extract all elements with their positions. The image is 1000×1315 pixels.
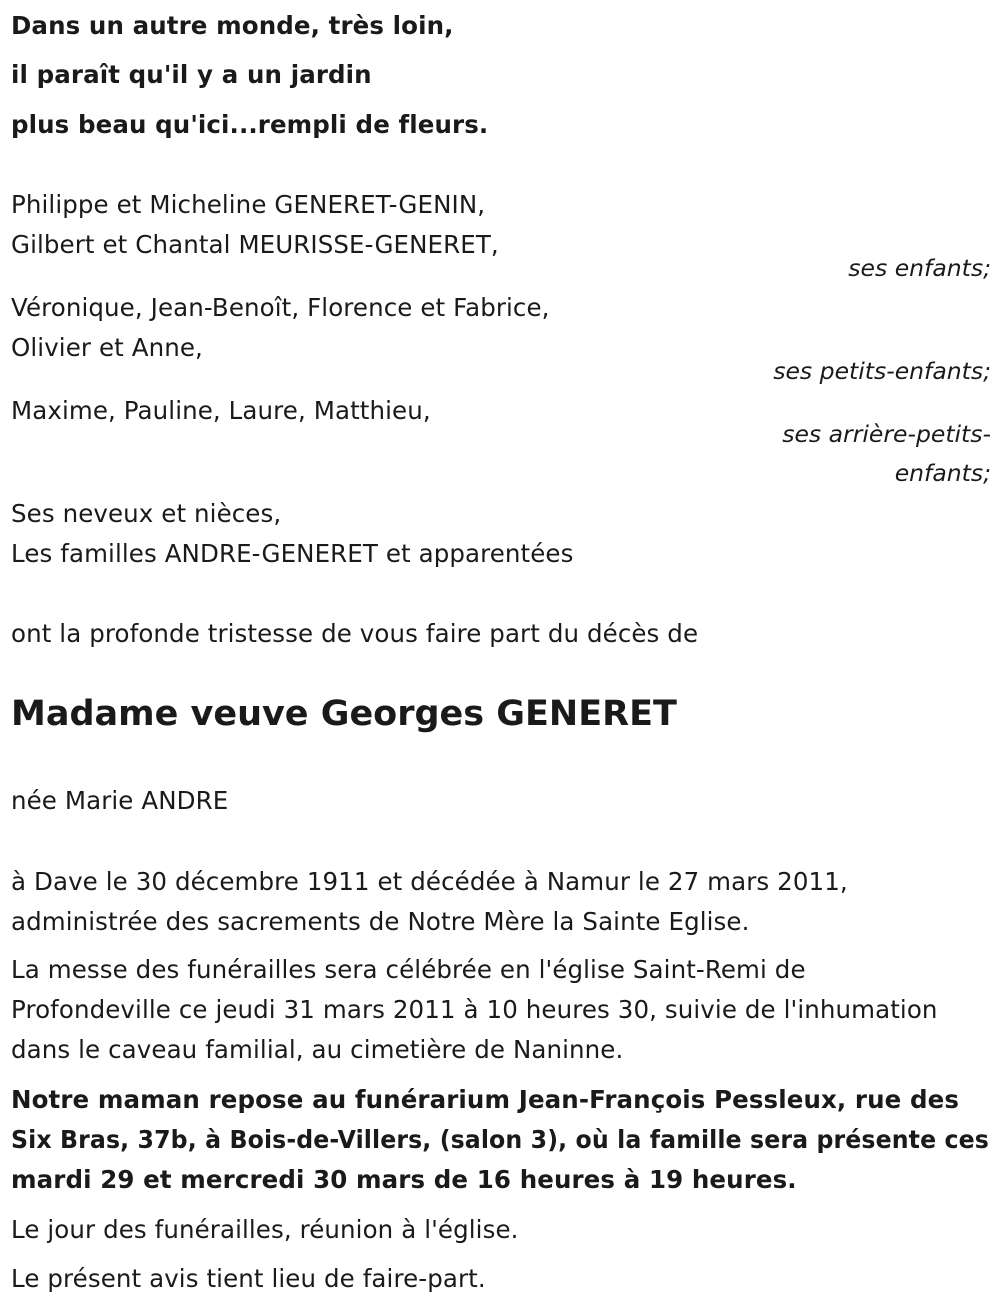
poem-line-3: plus beau qu'ici...rempli de fleurs. — [11, 110, 489, 139]
grandchildren-role: ses petits-enfants; — [773, 357, 991, 385]
grandchildren-line-1: Véronique, Jean-Benoît, Florence et Fabrice, — [11, 293, 550, 322]
poem-line-2: il paraît qu'il y a un jardin — [11, 60, 372, 89]
obituary-notice — [11, 0, 991, 1315]
family-line-1: Ses neveux et nièces, — [11, 499, 282, 528]
children-role: ses enfants; — [848, 254, 991, 282]
children-line-1: Philippe et Micheline GENERET-GENIN, — [11, 190, 486, 219]
announcement: ont la profonde tristesse de vous faire part du décès de — [11, 619, 699, 648]
birth-death-line-1: à Dave le 30 décembre 1911 et décédée à Namur le 27 mars 2011, — [11, 867, 848, 896]
notice-info: Le présent avis tient lieu de faire-part. — [11, 1264, 486, 1293]
poem-line-1: Dans un autre monde, très loin, — [11, 11, 454, 40]
great-grandchildren-role-line-1: ses arrière-petits- — [782, 420, 991, 448]
funerarium-line-3: mardi 29 et mercredi 30 mars de 16 heures à 19 heures. — [11, 1165, 797, 1194]
meeting-info: Le jour des funérailles, réunion à l'église. — [11, 1215, 519, 1244]
deceased-name: Madame veuve Georges GENERET — [11, 694, 677, 734]
birth-death-line-2: administrée des sacrements de Notre Mère la Sainte Eglise. — [11, 907, 750, 936]
great-grandchildren-role-line-2: enfants; — [894, 459, 991, 487]
mass-line-2: Profondeville ce jeudi 31 mars 2011 à 10 heures 30, suivie de l'inhumation — [11, 995, 938, 1024]
family-line-2: Les familles ANDRE-GENERET et apparentées — [11, 539, 574, 568]
mass-line-3: dans le caveau familial, au cimetière de Naninne. — [11, 1035, 624, 1064]
great-grandchildren-line-1: Maxime, Pauline, Laure, Matthieu, — [11, 396, 431, 425]
children-line-2: Gilbert et Chantal MEURISSE-GENERET, — [11, 230, 499, 259]
grandchildren-line-2: Olivier et Anne, — [11, 333, 203, 362]
funerarium-line-1: Notre maman repose au funérarium Jean-François Pessleux, rue des — [11, 1085, 960, 1114]
deceased-maiden-name: née Marie ANDRE — [11, 786, 229, 815]
mass-line-1: La messe des funérailles sera célébrée en l'église Saint-Remi de — [11, 955, 806, 984]
funerarium-line-2: Six Bras, 37b, à Bois-de-Villers, (salon 3), où la famille sera présente ces — [11, 1125, 989, 1154]
